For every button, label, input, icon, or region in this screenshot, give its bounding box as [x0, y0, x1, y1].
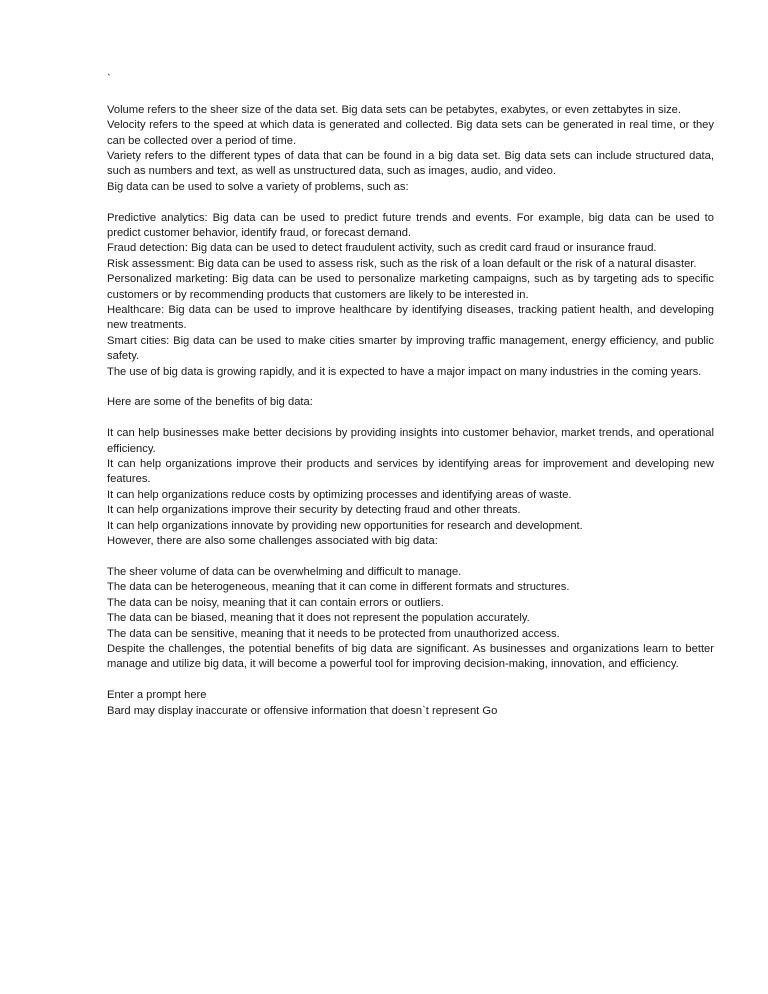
challenges-section	[107, 565, 714, 673]
use-item: Personalized marketing: Big data can be used to personalize marketing campaigns, such as by targeting ads to specific customers or by recommending products that customers are likely to be interested in.	[107, 273, 714, 301]
challenge-item: The data can be noisy, meaning that it can contain errors or outliers.	[107, 596, 444, 609]
benefit-item: It can help businesses make better decisions by providing insights into customer behavior, market trends, and operational efficiency.	[107, 427, 714, 455]
paragraph-volume: Volume refers to the sheer size of the data set. Big data sets can be petabytes, exabytes, or even zettabytes in size.	[107, 103, 681, 116]
use-item: Fraud detection: Big data can be used to detect fraudulent activity, such as credit card fraud or insurance fraud.	[107, 242, 657, 255]
use-item: Risk assessment: Big data can be used to assess risk, such as the risk of a loan default or the risk of a natural disaster.	[107, 257, 697, 270]
paragraph-variety: Variety refers to the different types of data that can be found in a big data set. Big data sets can include structured data, such as numbers and text, as well as unstructured data, such as images, audio, and video.	[107, 150, 714, 178]
uses-section	[107, 211, 714, 380]
challenges-intro: However, there are also some challenges associated with big data:	[107, 535, 438, 548]
conclusion-paragraph: Despite the challenges, the potential benefits of big data are significant. As businesses and organizations learn to better manage and utilize big data, it will become a powerful tool for improving decision-making, innovation, and efficiency.	[107, 642, 714, 671]
footer-section	[107, 688, 714, 719]
benefit-item: It can help organizations improve their products and services by identifying areas for improvement and developing new features.	[107, 458, 714, 486]
spacer	[107, 380, 714, 395]
document-page	[107, 72, 714, 719]
use-item: Predictive analytics: Big data can be used to predict future trends and events. For example, big data can be used to predict customer behavior, identify fraud, or forecast demand.	[107, 211, 714, 240]
spacer	[107, 550, 714, 565]
benefit-item: It can help organizations reduce costs by optimizing processes and identifying areas of waste.	[107, 488, 572, 501]
use-summary: The use of big data is growing rapidly, and it is expected to have a major impact on many industries in the coming years.	[107, 365, 702, 378]
intro-section	[107, 103, 714, 195]
disclaimer-text: Bard may display inaccurate or offensive information that doesn`t represent Go	[107, 704, 498, 717]
benefit-item: It can help organizations improve their security by detecting fraud and other threats.	[107, 504, 521, 517]
spacer	[107, 411, 714, 426]
spacer	[107, 87, 714, 102]
paragraph-velocity: Velocity refers to the speed at which data is generated and collected. Big data sets can be generated in real time, or they can be collected over a period of time.	[107, 119, 714, 147]
benefit-item: It can help organizations innovate by providing new opportunities for research and development.	[107, 519, 583, 532]
challenge-item: The data can be biased, meaning that it does not represent the population accurately.	[107, 612, 530, 625]
challenge-item: The data can be sensitive, meaning that it needs to be protected from unauthorized access.	[107, 627, 560, 640]
benefits-section	[107, 426, 714, 549]
spacer	[107, 673, 714, 688]
spacer	[107, 195, 714, 210]
stray-mark: `	[107, 73, 111, 85]
challenge-item: The sheer volume of data can be overwhelming and difficult to manage.	[107, 565, 462, 578]
paragraph-uses-intro: Big data can be used to solve a variety of problems, such as:	[107, 180, 409, 193]
use-item: Healthcare: Big data can be used to improve healthcare by identifying diseases, tracking patient health, and developing new treatments.	[107, 304, 714, 332]
challenge-item: The data can be heterogeneous, meaning that it can come in different formats and structures.	[107, 581, 570, 594]
use-item: Smart cities: Big data can be used to make cities smarter by improving traffic management, energy efficiency, and public safety.	[107, 334, 714, 363]
prompt-placeholder-text: Enter a prompt here	[107, 689, 207, 702]
benefits-heading: Here are some of the benefits of big data:	[107, 396, 313, 409]
